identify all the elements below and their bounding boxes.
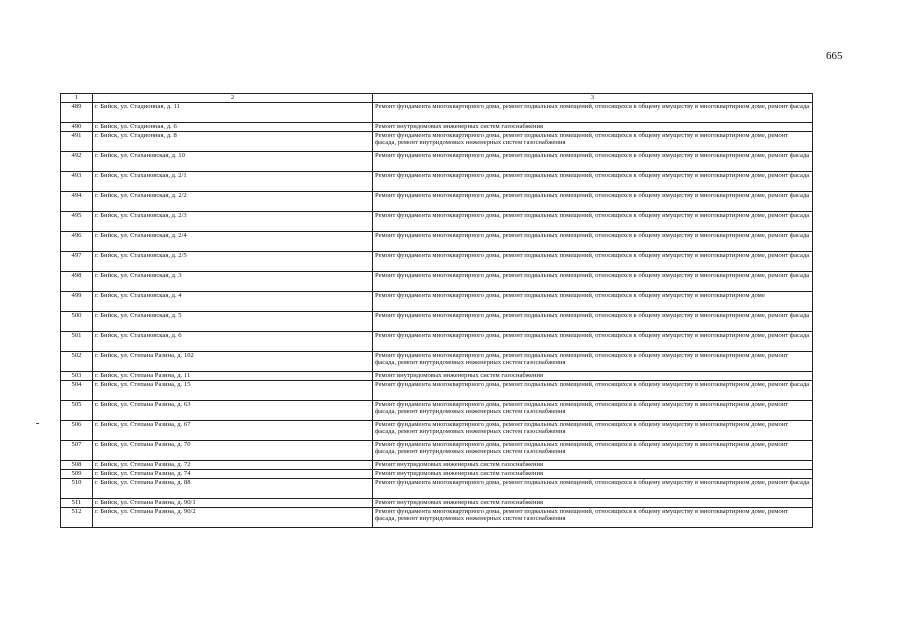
table-body — [61, 102, 813, 527]
address-cell: г. Бийск, ул. Степана Разина, д. 90/1 — [93, 498, 373, 507]
address-cell: г. Бийск, ул. Стахановская, д. 6 — [93, 331, 373, 351]
address-cell: г. Бийск, ул. Степана Разина, д. 72 — [93, 460, 373, 469]
table-row — [61, 122, 813, 131]
row-number-cell: 490 — [61, 122, 93, 131]
works-cell: Ремонт фундамента многоквартирного дома, ремонт подвальных помещений, относящихся к общему имуществу в многоквартирном доме, ремонт фасада, ремонт внутридомовых инженерных систем газоснабжения — [373, 351, 813, 371]
works-cell: Ремонт внутридомовых инженерных систем газоснабжения — [373, 469, 813, 478]
table-row — [61, 311, 813, 331]
address-cell: г. Бийск, ул. Стахановская, д. 2/5 — [93, 251, 373, 271]
table-row — [61, 131, 813, 151]
row-number-cell: 505 — [61, 400, 93, 420]
table-row — [61, 251, 813, 271]
row-number-cell: 498 — [61, 271, 93, 291]
address-cell: г. Бийск, ул. Степана Разина, д. 102 — [93, 351, 373, 371]
address-cell: г. Бийск, ул. Стахановская, д. 2/1 — [93, 171, 373, 191]
works-cell: Ремонт фундамента многоквартирного дома, ремонт подвальных помещений, относящихся к общему имуществу в многоквартирном доме, ремонт фасада — [373, 151, 813, 171]
works-cell: Ремонт фундамента многоквартирного дома, ремонт подвальных помещений, относящихся к общему имуществу в многоквартирном доме, ремонт фасада — [373, 102, 813, 122]
address-cell: г. Бийск, ул. Стахановская, д. 2/3 — [93, 211, 373, 231]
works-cell: Ремонт фундамента многоквартирного дома, ремонт подвальных помещений, относящихся к общему имуществу в многоквартирном доме, ремонт фасада — [373, 231, 813, 251]
table-row — [61, 380, 813, 400]
table-row — [61, 351, 813, 371]
row-number-cell: 499 — [61, 291, 93, 311]
row-number-cell: 493 — [61, 171, 93, 191]
table-row — [61, 191, 813, 211]
row-number-cell: 489 — [61, 102, 93, 122]
scan-artifact-mark — [36, 423, 39, 424]
row-number-cell: 510 — [61, 478, 93, 498]
row-number-cell: 492 — [61, 151, 93, 171]
works-cell: Ремонт внутридомовых инженерных систем газоснабжения — [373, 460, 813, 469]
table-row — [61, 291, 813, 311]
address-cell: г. Бийск, ул. Степана Разина, д. 67 — [93, 420, 373, 440]
row-number-cell: 496 — [61, 231, 93, 251]
table-row — [61, 151, 813, 171]
row-number-cell: 495 — [61, 211, 93, 231]
works-cell: Ремонт фундамента многоквартирного дома, ремонт подвальных помещений, относящихся к общему имуществу в многоквартирном доме, ремонт фасада — [373, 271, 813, 291]
row-number-cell: 508 — [61, 460, 93, 469]
row-number-cell: 506 — [61, 420, 93, 440]
table-row — [61, 171, 813, 191]
address-cell: г. Бийск, ул. Стадионная, д. 11 — [93, 102, 373, 122]
address-cell: г. Бийск, ул. Стадионная, д. 6 — [93, 122, 373, 131]
row-number-cell: 497 — [61, 251, 93, 271]
row-number-cell: 500 — [61, 311, 93, 331]
table-row — [61, 420, 813, 440]
table-row — [61, 478, 813, 498]
row-number-cell: 501 — [61, 331, 93, 351]
row-number-cell: 491 — [61, 131, 93, 151]
address-cell: г. Бийск, ул. Стахановская, д. 10 — [93, 151, 373, 171]
address-cell: г. Бийск, ул. Степана Разина, д. 88 — [93, 478, 373, 498]
row-number-cell: 512 — [61, 507, 93, 527]
table-row — [61, 507, 813, 527]
table-row — [61, 231, 813, 251]
works-cell: Ремонт фундамента многоквартирного дома, ремонт подвальных помещений, относящихся к общему имуществу в многоквартирном доме, ремонт фасада, ремонт внутридомовых инженерных систем газоснабжения — [373, 400, 813, 420]
table-row — [61, 271, 813, 291]
address-cell: г. Бийск, ул. Стадионная, д. 8 — [93, 131, 373, 151]
table-row — [61, 440, 813, 460]
row-number-cell: 511 — [61, 498, 93, 507]
address-cell: г. Бийск, ул. Стахановская, д. 3 — [93, 271, 373, 291]
works-cell: Ремонт фундамента многоквартирного дома, ремонт подвальных помещений, относящихся к общему имуществу в многоквартирном доме, ремонт фасада — [373, 380, 813, 400]
table-row — [61, 498, 813, 507]
table-row — [61, 211, 813, 231]
works-cell: Ремонт внутридомовых инженерных систем газоснабжения — [373, 498, 813, 507]
row-number-cell: 494 — [61, 191, 93, 211]
address-cell: г. Бийск, ул. Степана Разина, д. 11 — [93, 371, 373, 380]
works-cell: Ремонт фундамента многоквартирного дома, ремонт подвальных помещений, относящихся к общему имуществу в многоквартирном доме, ремонт фасада — [373, 331, 813, 351]
works-cell: Ремонт фундамента многоквартирного дома, ремонт подвальных помещений, относящихся к общему имуществу в многоквартирном доме, ремонт фасада — [373, 478, 813, 498]
address-cell: г. Бийск, ул. Стахановская, д. 2/2 — [93, 191, 373, 211]
table-row — [61, 371, 813, 380]
address-cell: г. Бийск, ул. Степана Разина, д. 15 — [93, 380, 373, 400]
address-cell: г. Бийск, ул. Степана Разина, д. 63 — [93, 400, 373, 420]
works-cell: Ремонт фундамента многоквартирного дома, ремонт подвальных помещений, относящихся к общему имуществу в многоквартирном доме, ремонт фасада, ремонт внутридомовых инженерных систем газоснабжения — [373, 507, 813, 527]
row-number-cell: 502 — [61, 351, 93, 371]
table-row — [61, 469, 813, 478]
row-number-cell: 503 — [61, 371, 93, 380]
works-cell: Ремонт фундамента многоквартирного дома, ремонт подвальных помещений, относящихся к общему имуществу в многоквартирном доме, ремонт фасада, ремонт внутридомовых инженерных систем газоснабжения — [373, 131, 813, 151]
column-header-2: 2 — [93, 94, 373, 103]
works-cell: Ремонт фундамента многоквартирного дома, ремонт подвальных помещений, относящихся к общему имуществу в многоквартирном доме, ремонт фасада, ремонт внутридомовых инженерных систем газоснабжения — [373, 440, 813, 460]
works-cell: Ремонт внутридомовых инженерных систем газоснабжения — [373, 371, 813, 380]
address-cell: г. Бийск, ул. Стахановская, д. 4 — [93, 291, 373, 311]
address-cell: г. Бийск, ул. Стахановская, д. 2/4 — [93, 231, 373, 251]
row-number-cell: 507 — [61, 440, 93, 460]
works-cell: Ремонт фундамента многоквартирного дома, ремонт подвальных помещений, относящихся к общему имуществу в многоквартирном доме, ремонт фасада — [373, 191, 813, 211]
works-cell: Ремонт фундамента многоквартирного дома, ремонт подвальных помещений, относящихся к общему имуществу в многоквартирном доме, ремонт фасада — [373, 311, 813, 331]
column-header-1: 1 — [61, 94, 93, 103]
works-cell: Ремонт фундамента многоквартирного дома, ремонт подвальных помещений, относящихся к общему имуществу в многоквартирном доме — [373, 291, 813, 311]
works-cell: Ремонт внутридомовых инженерных систем газоснабжения — [373, 122, 813, 131]
table-header-row — [61, 94, 813, 103]
repair-works-table — [60, 93, 813, 528]
address-cell: г. Бийск, ул. Степана Разина, д. 70 — [93, 440, 373, 460]
address-cell: г. Бийск, ул. Степана Разина, д. 90/2 — [93, 507, 373, 527]
table-row — [61, 102, 813, 122]
table-row — [61, 460, 813, 469]
works-cell: Ремонт фундамента многоквартирного дома, ремонт подвальных помещений, относящихся к общему имуществу в многоквартирном доме, ремонт фасада, ремонт внутридомовых инженерных систем газоснабжения — [373, 420, 813, 440]
page-number: 665 — [826, 50, 843, 62]
works-cell: Ремонт фундамента многоквартирного дома, ремонт подвальных помещений, относящихся к общему имуществу в многоквартирном доме, ремонт фасада — [373, 211, 813, 231]
table-row — [61, 400, 813, 420]
address-cell: г. Бийск, ул. Стахановская, д. 5 — [93, 311, 373, 331]
row-number-cell: 504 — [61, 380, 93, 400]
table-row — [61, 331, 813, 351]
row-number-cell: 509 — [61, 469, 93, 478]
address-cell: г. Бийск, ул. Степана Разина, д. 74 — [93, 469, 373, 478]
works-cell: Ремонт фундамента многоквартирного дома, ремонт подвальных помещений, относящихся к общему имуществу в многоквартирном доме, ремонт фасада — [373, 171, 813, 191]
works-cell: Ремонт фундамента многоквартирного дома, ремонт подвальных помещений, относящихся к общему имуществу в многоквартирном доме, ремонт фасада — [373, 251, 813, 271]
column-header-3: 3 — [373, 94, 813, 103]
